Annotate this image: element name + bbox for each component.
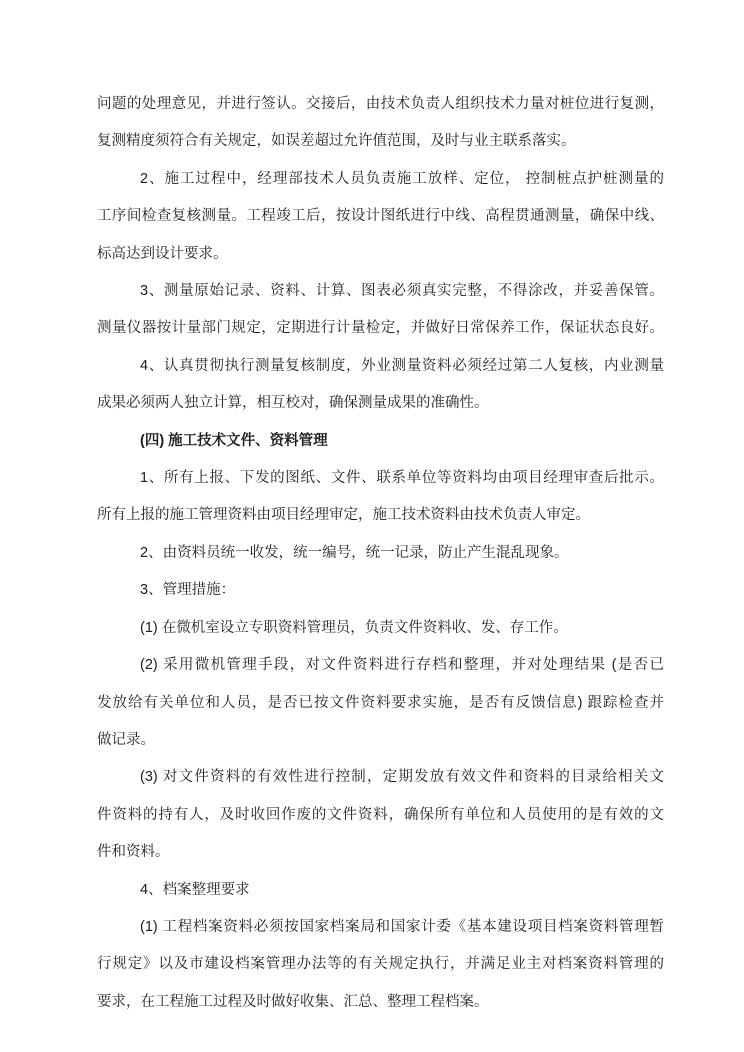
text-line: 要求，在工程施工过程及时做好收集、汇总、整理工程档案。 — [97, 993, 489, 1010]
text-line: 1、所有上报、下发的图纸、文件、联系单位等资料均由项目经理审查后批示。 — [140, 470, 664, 487]
text-line: (1) 在微机室设立专职资料管理员，负责文件资料收、发、存工作。 — [140, 619, 568, 636]
document-text-block — [97, 86, 664, 1021]
text-line: 4、档案整理要求 — [140, 881, 250, 898]
text-line: 工序间检查复核测量。工程竣工后，按设计图纸进行中线、高程贯通测量，确保中线、 — [97, 208, 664, 225]
text-line: 测量仪器按计量部门规定，定期进行计量检定，并做好日常保养工作，保证状态良好。 — [97, 320, 664, 337]
text-line: (2) 采用微机管理手段，对文件资料进行存档和整理，并对处理结果 (是否已 — [140, 657, 664, 674]
text-line: 4、认真贯彻执行测量复核制度，外业测量资料必须经过第二人复核，内业测量 — [140, 357, 664, 374]
text-line: 件和资料。 — [97, 844, 170, 861]
text-line: 2、由资料员统一收发，统一编号，统一记录，防止产生混乱现象。 — [140, 544, 569, 561]
text-line: (1) 工程档案资料必须按国家档案局和国家计委《基本建设项目档案资料管理暂 — [140, 918, 664, 935]
text-line: 问题的处理意见，并进行签认。交接后，由技术负责人组织技术力量对桩位进行复测， — [97, 96, 664, 112]
text-line: 发放给有关单位和人员，是否已按文件资料要求实施，是否有反馈信息) 跟踪检查并 — [97, 694, 664, 711]
text-line: 标高达到设计要求。 — [97, 245, 228, 262]
section-heading: (四) 施工技术文件、资料管理 — [140, 432, 328, 449]
text-line: 3、测量原始记录、资料、计算、图表必须真实完整，不得涂改，并妥善保管。 — [140, 283, 664, 300]
text-line: 做记录。 — [97, 731, 155, 748]
text-line: 件资料的持有人，及时收回作废的文件资料，确保所有单位和人员使用的是有效的文 — [97, 806, 664, 823]
text-line: 3、管理措施： — [140, 582, 236, 599]
text-line: (3) 对文件资料的有效性进行控制，定期发放有效文件和资料的目录给相关文 — [140, 769, 664, 786]
text-line: 行规定》以及市建设档案管理办法等的有关规定执行，并满足业主对档案资料管理的 — [97, 956, 664, 973]
text-line: 所有上报的施工管理资料由项目经理审定，施工技术资料由技术负责人审定。 — [97, 507, 590, 524]
text-line: 成果必须两人独立计算，相互校对，确保测量成果的准确性。 — [97, 395, 489, 412]
text-line: 2、施工过程中，经理部技术人员负责施工放样、定位， 控制桩点护桩测量的 — [140, 170, 664, 187]
text-line: 复测精度须符合有关规定，如误差超过允许值范围，及时与业主联系落实。 — [97, 133, 576, 150]
